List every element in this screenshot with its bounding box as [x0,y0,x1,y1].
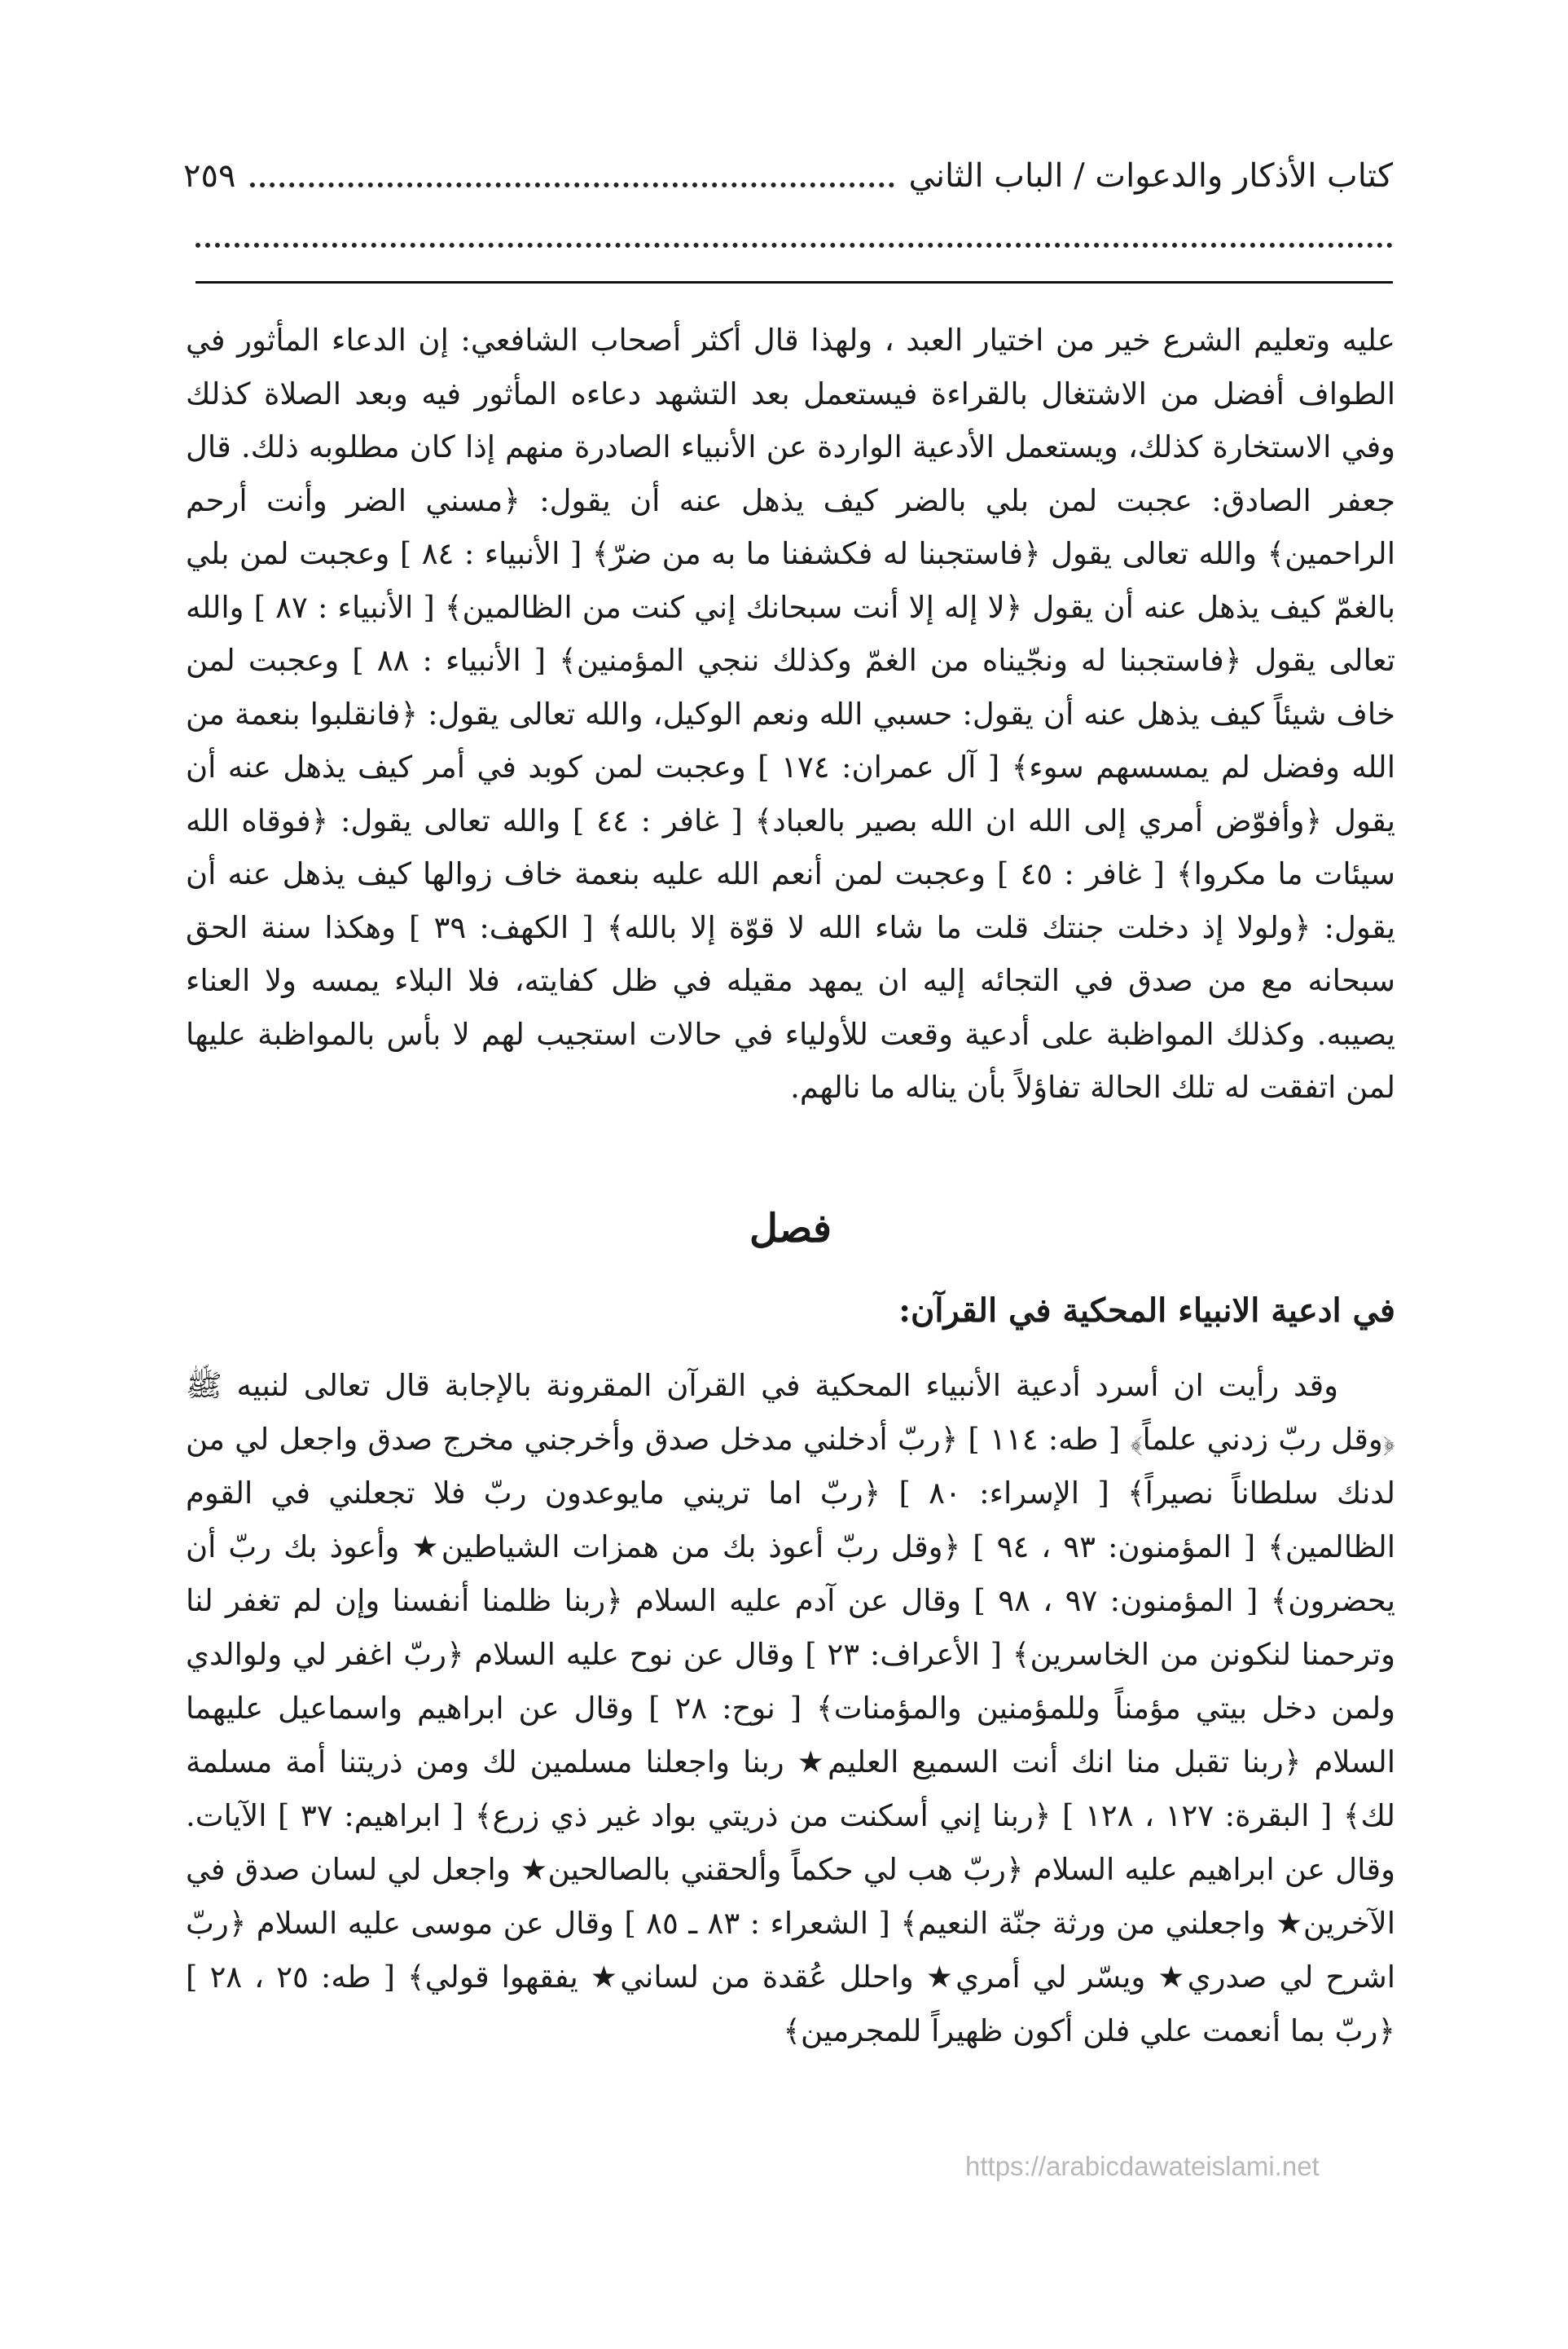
section-heading: فصل [749,1206,832,1251]
main-text [186,314,1395,1115]
page-number: ٢٥٩ [183,157,236,195]
header-rule [195,281,1393,284]
dotted-leader [250,182,894,187]
running-title: كتاب الأذكار والدعوات / الباب الثاني [908,157,1393,195]
watermark-url: https://arabicdawateislami.net [965,2151,1320,2181]
page-header [183,130,1393,196]
section-text [186,1359,1395,2058]
body-paragraph: عليه وتعليم الشرع خير من اختيار العبد ، ولهذا قال أكثر أصحاب الشافعي: إن الدعاء المأثور في الطواف أفضل من الاشتغال بالقراءة فيستعمل بعد التشهد دعاءه المأثور فيه وبعد الصلاة كذلك وفي الاستخارة كذلك، ويستعمل الأدعية الواردة عن الأنبياء الصادرة منهم إذا كان مطلوبه ذلك. قال جعفر الصادق: عجبت لمن بلي بالضر كيف يذهل عنه أن يقول: ﴿مسني الضر وأنت أرحم الراحمين﴾ والله تعالى يقول ﴿فاستجبنا له فكشفنا ما به من ضرّ﴾ [ الأنبياء : ٨٤ ] وعجبت لمن بلي بالغمّ كيف يذهل عنه أن يقول ﴿لا إله إلا أنت سبحانك إني كنت من الظالمين﴾ [ الأنبياء : ٨٧ ] والله تعالى يقول ﴿فاستجبنا له ونجّيناه من الغمّ وكذلك ننجي المؤمنين﴾ [ الأنبياء : ٨٨ ] وعجبت لمن خاف شيئاً كيف يذهل عنه أن يقول: حسبي الله ونعم الوكيل، والله تعالى يقول: ﴿فانقلبوا بنعمة من الله وفضل لم يمسسهم سوء﴾ [ آل عمران: ١٧٤ ] وعجبت لمن كوبد في أمر كيف يذهل عنه أن يقول ﴿وأفوّض أمري إلى الله ان الله بصير بالعباد﴾ [ غافر : ٤٤ ] والله تعالى يقول: ﴿فوقاه الله سيئات ما مكروا﴾ [ غافر : ٤٥ ] وعجبت لمن أنعم الله عليه بنعمة خاف زوالها كيف يذهل عنه أن يقول: ﴿ولولا إذ دخلت جنتك قلت ما شاء الله لا قوّة إلا بالله﴾ [ الكهف: ٣٩ ] وهكذا سنة الحق سبحانه مع من صدق في التجائه إليه ان يمهد مقيله في ظل كفايته، فلا البلاء يمسه ولا العناء يصيبه. وكذلك المواظبة على أدعية وقعت للأولياء في حالات استجيب لهم لا بأس بالمواظبة عليها لمن اتفقت له تلك الحالة تفاؤلاً بأن يناله ما نالهم. [186,323,1396,1105]
section-subheading: في ادعية الانبياء المحكية في القرآن: [898,1291,1395,1330]
dotted-separator [195,243,1393,248]
section-paragraph: وقد رأيت ان أسرد أدعية الأنبياء المحكية في القرآن المقرونة بالإجابة قال تعالى لنبيه ﷺ ﴿وقل ربّ زدني علماً﴾ [ طه: ١١٤ ] ﴿ربّ أدخلني مدخل صدق وأخرجني مخرج صدق واجعل لي من لدنك سلطاناً نصيراً﴾ [ الإسراء: ٨٠ ] ﴿ربّ اما تريني مايوعدون ربّ فلا تجعلني في القوم الظالمين﴾ [ المؤمنون: ٩٣ ، ٩٤ ] ﴿وقل ربّ أعوذ بك من همزات الشياطين★ وأعوذ بك ربّ أن يحضرون﴾ [ المؤمنون: ٩٧ ، ٩٨ ] وقال عن آدم عليه السلام ﴿ربنا ظلمنا أنفسنا وإن لم تغفر لنا وترحمنا لنكونن من الخاسرين﴾ [ الأعراف: ٢٣ ] وقال عن نوح عليه السلام ﴿ربّ اغفر لي ولوالدي ولمن دخل بيتي مؤمناً وللمؤمنين والمؤمنات﴾ [ نوح: ٢٨ ] وقال عن ابراهيم واسماعيل عليهما السلام ﴿ربنا تقبل منا انك أنت السميع العليم★ ربنا واجعلنا مسلمين لك ومن ذريتنا أمة مسلمة لك﴾ [ البقرة: ١٢٧ ، ١٢٨ ] ﴿ربنا إني أسكنت من ذريتي بواد غير ذي زرع﴾ [ ابراهيم: ٣٧ ] الآيات. وقال عن ابراهيم عليه السلام ﴿ربّ هب لي حكماً وألحقني بالصالحين★ واجعل لي لسان صدق في الآخرين★ واجعلني من ورثة جنّة النعيم﴾ [ الشعراء : ٨٣ ـ ٨٥ ] وقال عن موسى عليه السلام ﴿ربّ اشرح لي صدري★ ويسّر لي أمري★ واحلل عُقدة من لساني★ يفقهوا قولي﴾ [ طه: ٢٥ ، ٢٨ ] ﴿ربّ بما أنعمت علي فلن أكون ظهيراً للمجرمين﴾ [186,1368,1396,2048]
